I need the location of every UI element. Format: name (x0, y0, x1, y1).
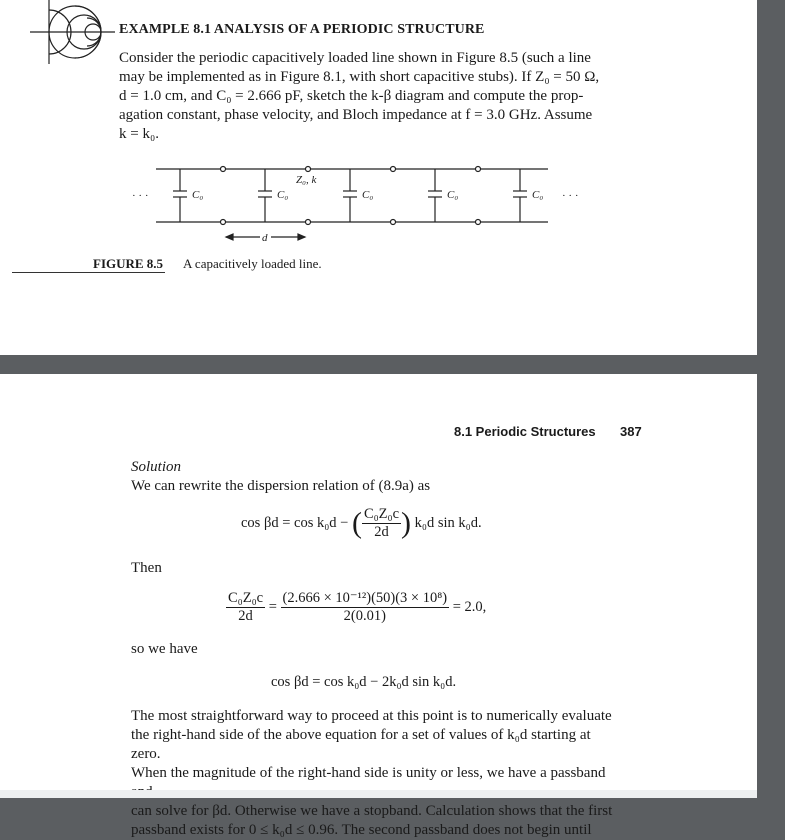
equation-final: cos βd = cos k₀d − 2k₀d sin k₀d. (271, 674, 457, 690)
page-number: 387 (620, 424, 642, 439)
eq2-result: = 2.0, (452, 598, 487, 615)
body-line: passband exists for 0 ≤ k₀d ≤ 0.96. The second passband does not begin until (131, 822, 592, 838)
equation-coefficient (226, 590, 486, 625)
shunt-capacitor-2 (258, 169, 272, 222)
shunt-capacitor-3 (343, 169, 357, 222)
so-we-have-text: so we have (131, 641, 198, 657)
eq1-frac-den: 2d (374, 524, 389, 540)
bottom-scroll-strip (0, 790, 757, 798)
problem-line: may be implemented as in Figure 8.1, with short capacitive stubs). If Z₀ = 50 Ω, (119, 69, 600, 85)
figure-caption: A capacitively loaded line. (183, 256, 322, 271)
capacitor-label: C₀ (277, 189, 289, 201)
eq1-frac-num: C₀Z₀c (363, 506, 400, 522)
problem-line: k = k₀. (119, 126, 159, 142)
eq2-mid-den: 2(0.01) (343, 608, 386, 624)
shunt-capacitor-4 (428, 169, 442, 222)
eq2-equals: = (268, 598, 277, 615)
example-title: EXAMPLE 8.1 ANALYSIS OF A PERIODIC STRUCTURE (119, 22, 485, 37)
page-upper (0, 0, 757, 355)
body-paragraph (131, 707, 621, 840)
problem-line: d = 1.0 cm, and C₀ = 2.666 pF, sketch the k-β diagram and compute the prop- (119, 88, 584, 104)
equation-dispersion: cos βd = cos k₀d − ( $\frac{\text{C₀Z₀c}}{2d}$ ) k₀d sin k₀d. (241, 506, 482, 540)
solution-heading: Solution (131, 459, 182, 475)
body-line: the right-hand side of the above equation for a set of values of k₀d starting at zero. (131, 727, 591, 762)
figure-number: FIGURE 8.5 (93, 256, 164, 271)
problem-line: Consider the periodic capacitively loaded line shown in Figure 8.5 (such a line (119, 50, 591, 66)
intro-text: We can rewrite the dispersion relation of (8.9a) as (131, 478, 431, 494)
page-lower (0, 374, 757, 838)
line-parameter-label: Z₀, k (296, 174, 317, 186)
figure-rule (12, 272, 165, 273)
capacitively-loaded-line-diagram (130, 158, 610, 250)
then-text: Then (131, 560, 162, 576)
problem-statement (119, 49, 609, 144)
running-header-title: 8.1 Periodic Structures (454, 424, 596, 439)
smith-chart-logo-icon (20, 0, 115, 68)
problem-line: agation constant, phase velocity, and Bloch impedance at f = 3.0 GHz. Assume (119, 107, 593, 123)
eq1-lhs: cos βd = cos k₀d − (241, 514, 349, 531)
eq2-mid-num: (2.666 × 10⁻¹²)(50)(3 × 10⁸) (282, 590, 448, 606)
shunt-capacitor-1 (173, 169, 187, 222)
period-label: d (262, 232, 268, 244)
body-line: can solve for βd. Otherwise we have a stopband. Calculation shows that the first (131, 803, 613, 819)
capacitor-label: C₀ (192, 189, 204, 201)
shunt-capacitor-5 (513, 169, 527, 222)
eq2-lhs-num: C₀Z₀c (228, 590, 264, 606)
right-ellipsis: · · · (562, 190, 579, 202)
eq1-rhs: k₀d sin k₀d. (414, 514, 482, 531)
capacitor-label: C₀ (532, 189, 544, 201)
body-line: The most straightforward way to proceed at this point is to numerically evaluate (131, 708, 612, 724)
body-line: When the magnitude of the right-hand side is unity or less, we have a passband (131, 765, 606, 781)
left-ellipsis: · · · (132, 190, 149, 202)
capacitor-label: C₀ (362, 189, 374, 201)
eq2-lhs-den: 2d (238, 608, 253, 624)
capacitor-label: C₀ (447, 189, 459, 201)
